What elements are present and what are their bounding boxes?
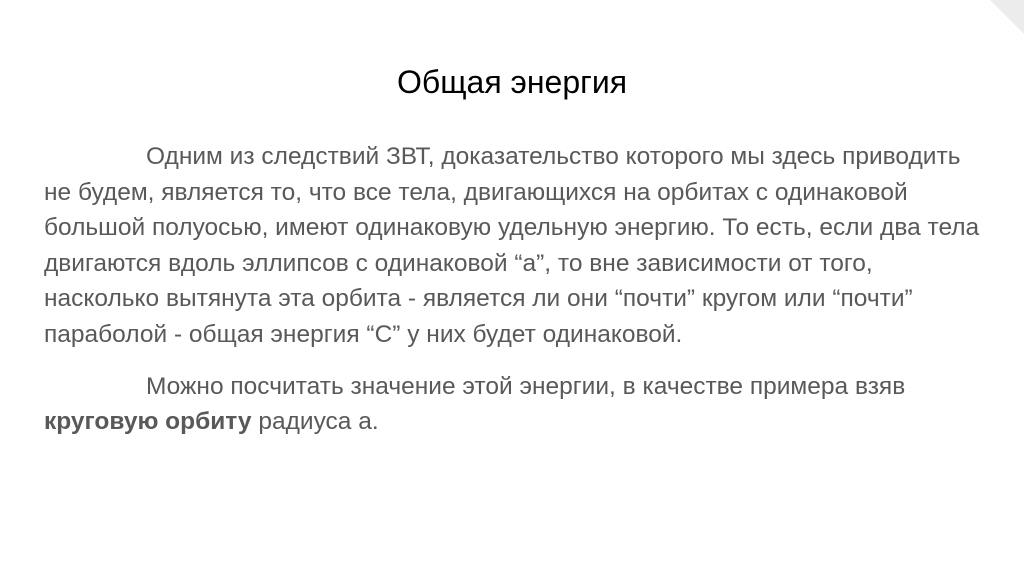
paragraph-2-start: Можно посчитать значение этой энергии, в качестве примера взяв [146, 372, 906, 400]
slide-title: Общая энергия [396, 64, 628, 100]
paragraph-2-bold-term: круговую орбиту [44, 408, 252, 436]
slide-body [44, 139, 984, 440]
paragraph-2 [44, 369, 984, 440]
paragraph-1: Одним из следствий ЗВТ, доказательство которого мы здесь приводить не будем, является то, что все тела, двигающихся на орбитах с одинаковой большой полуосью, имеют одинаковую удельную энергию. То есть, если два тела двигаются вдоль эллипсов с одинаковой “а”, то вне зависимости от того, насколько вытянута эта орбита - является ли они “почти” кругом или “почти” параболой - общая энергия “С” у них будет одинаковой. [44, 143, 980, 348]
paragraph-2-end: радиуса а. [251, 408, 379, 436]
page-corner-fold [990, 0, 1024, 34]
